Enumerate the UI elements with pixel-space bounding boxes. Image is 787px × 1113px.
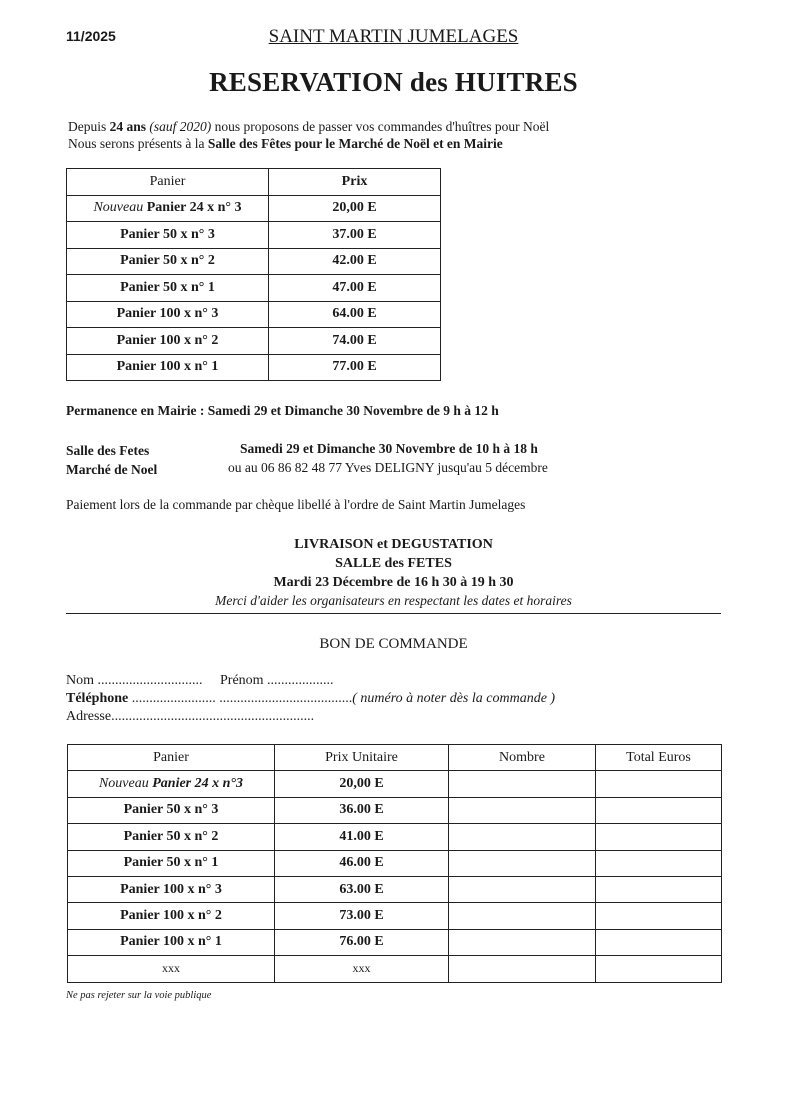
price-header-panier: Panier [67,169,269,196]
order-row [68,824,722,850]
price-row [67,301,441,328]
price-row-price: 64.00 E [269,301,441,328]
intro-years: 24 ans [109,119,147,134]
intro-text-part: Depuis [68,119,107,134]
page-title: RESERVATION des HUITRES [209,67,578,97]
price-row-label: Panier 50 x n° 2 [67,248,269,275]
order-total-cell[interactable] [596,850,722,876]
price-row [67,248,441,275]
order-total-cell[interactable] [596,771,722,797]
address-line[interactable]: Adresse.......................................................... [66,709,315,724]
thanks-note: Merci d'aider les organisateurs en respectant les dates et horaires [215,593,572,608]
order-row-label: Panier 50 x n° 2 [68,824,275,850]
price-row [67,354,441,381]
order-header-total: Total Euros [596,745,722,771]
intro-text-part: nous proposons de passer vos commandes d'huîtres pour Noël [214,119,550,134]
basket-label: Panier 24 x n°3 [152,776,244,792]
order-row [68,797,722,823]
delivery-title: LIVRAISON et DEGUSTATION [294,537,493,552]
name-line [66,673,334,689]
price-row-price: 77.00 E [269,354,441,381]
permanence-mairie: Permanence en Mairie : Samedi 29 et Dimanche 30 Novembre de 9 h à 12 h [66,403,499,418]
nom-field[interactable]: Nom .............................. [66,673,203,688]
delivery-block [0,535,787,592]
new-prefix: Nouveau [98,776,149,792]
order-total-row [68,956,722,982]
cut-line [66,613,721,614]
intro-locations: Salle des Fêtes pour le Marché de Noël et en Mairie [207,136,503,151]
order-table [67,744,722,983]
price-header-prix: Prix [269,169,441,196]
order-row-price: 36.00 E [275,797,449,823]
order-row [68,876,722,902]
price-row-label: Panier 50 x n° 3 [67,222,269,249]
price-row-label: Panier 100 x n° 2 [67,328,269,355]
price-row [67,222,441,249]
order-total-cell[interactable] [596,797,722,823]
order-row [68,850,722,876]
price-row [67,195,441,222]
salle-labels [66,441,157,479]
order-row-price: 46.00 E [275,850,449,876]
order-total-cell[interactable] [596,876,722,902]
order-quantity-cell[interactable] [449,797,596,823]
price-row-label: Panier 100 x n° 1 [67,354,269,381]
basket-label: Panier 24 x n° 3 [146,200,242,216]
salle-schedule: Samedi 29 et Dimanche 30 Novembre de 10 h à 18 h [240,441,538,456]
price-table [66,168,441,381]
order-row [68,903,722,929]
price-row-label: Panier 50 x n° 1 [67,275,269,302]
order-row-label: Panier 100 x n° 3 [68,876,275,902]
price-table-header [67,169,441,196]
intro-exception: (sauf 2020) [149,119,212,134]
order-total-cell[interactable] [596,903,722,929]
price-row-price: 74.00 E [269,328,441,355]
order-quantity-cell[interactable] [449,903,596,929]
price-row-price: 42.00 E [269,248,441,275]
order-quantity-cell[interactable] [449,771,596,797]
payment-info: Paiement lors de la commande par chèque libellé à l'ordre de Saint Martin Jumelages [66,497,526,512]
intro-text [68,118,549,152]
telephone-label: Téléphone [66,691,129,706]
order-total-cell[interactable] [596,929,722,955]
order-quantity-cell[interactable] [449,850,596,876]
order-header-prix: Prix Unitaire [275,745,449,771]
marche-label: Marché de Noel [66,462,158,477]
order-row-label [68,771,275,797]
order-row [68,929,722,955]
order-total-price: xxx [275,956,449,982]
order-total-cell[interactable] [596,824,722,850]
document-date: 11/2025 [66,28,116,44]
order-row-label: Panier 100 x n° 1 [68,929,275,955]
order-row-price: 76.00 E [275,929,449,955]
salle-contact: ou au 06 86 82 48 77 Yves DELIGNY jusqu'au 5 décembre [228,460,548,475]
phone-line [66,691,555,707]
delivery-venue: SALLE des FETES [335,556,452,571]
price-row [67,275,441,302]
order-quantity-cell[interactable] [449,929,596,955]
telephone-note: ( numéro à noter dès la commande ) [352,691,556,706]
intro-line-1 [68,118,549,135]
order-row-label: Panier 100 x n° 2 [68,903,275,929]
order-form-title: BON DE COMMANDE [319,636,468,652]
new-prefix: Nouveau [93,200,144,216]
price-row-label: Panier 100 x n° 3 [67,301,269,328]
order-table-header [68,745,722,771]
delivery-date: Mardi 23 Décembre de 16 h 30 à 19 h 30 [273,575,514,590]
order-grand-total-cell[interactable] [596,956,722,982]
price-row-price: 47.00 E [269,275,441,302]
price-row [67,328,441,355]
order-grand-quantity-cell[interactable] [449,956,596,982]
intro-text-part: Nous serons présents à la [68,136,205,151]
order-row-price: 20,00 E [275,771,449,797]
footer-note: Ne pas rejeter sur la voie publique [66,990,212,1001]
order-row-label: Panier 50 x n° 3 [68,797,275,823]
order-row-label: Panier 50 x n° 1 [68,850,275,876]
telephone-field[interactable]: ........................ ...................................... [128,691,353,706]
order-total-label: xxx [68,956,275,982]
order-header-nombre: Nombre [449,745,596,771]
order-row-price: 63.00 E [275,876,449,902]
order-row [68,771,722,797]
order-quantity-cell[interactable] [449,824,596,850]
organization-name: SAINT MARTIN JUMELAGES [268,26,519,47]
intro-line-2 [68,135,549,152]
price-row-label [67,195,269,222]
price-row-price: 37.00 E [269,222,441,249]
order-row-price: 73.00 E [275,903,449,929]
order-row-price: 41.00 E [275,824,449,850]
price-row-price: 20,00 E [269,195,441,222]
order-header-panier: Panier [68,745,275,771]
order-quantity-cell[interactable] [449,876,596,902]
salle-label: Salle des Fetes [66,443,150,458]
prenom-field[interactable]: Prénom ................... [220,673,334,688]
